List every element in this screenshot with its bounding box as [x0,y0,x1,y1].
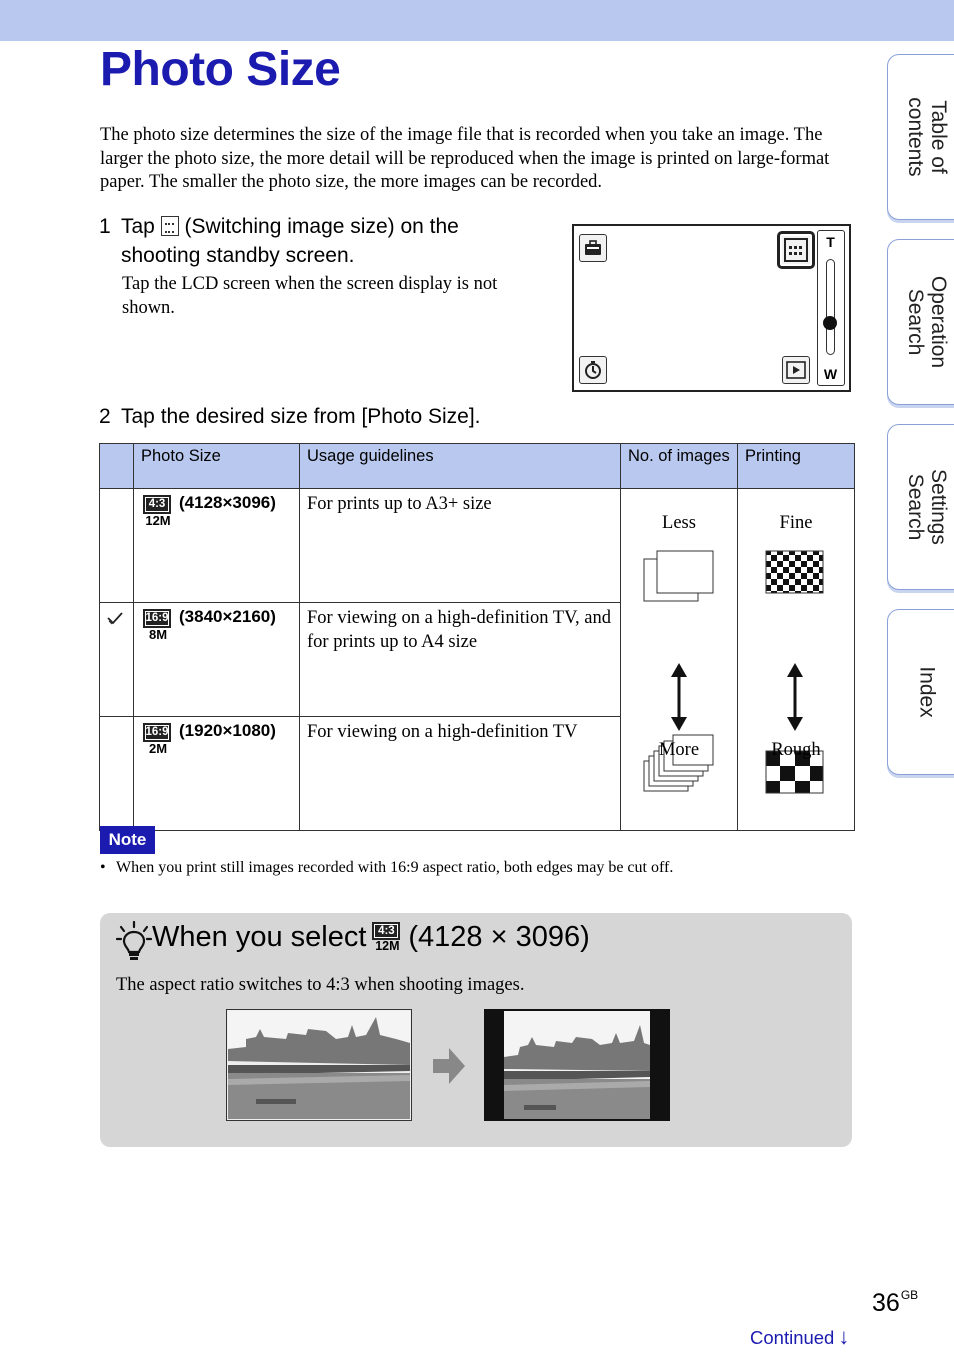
step-2-text: Tap the desired size from [Photo Size]. [121,405,481,428]
tab-label: Index [915,666,939,718]
photo-16-9-example [226,1009,412,1121]
step-1-text: (Switching image size) on the shooting standby screen. [121,215,459,267]
image-size-icon [161,216,179,236]
print-fine-label: Fine [779,513,813,533]
zoom-track [826,259,835,355]
note-bullet: • [100,859,106,876]
printing-column [738,489,855,831]
hint-text: The aspect ratio switches to 4:3 when shooting images. [116,975,525,995]
continued-label: Continued [750,1327,835,1348]
playback-icon[interactable] [782,356,810,384]
header-blank [100,444,134,489]
size-cell [134,489,300,603]
default-mark-cell [100,489,134,603]
default-check-icon [106,611,124,625]
arrow-down-icon: ↓ [838,1324,850,1349]
tab-table-of-contents[interactable] [887,54,954,220]
header-photo-size: Photo Size [134,444,300,489]
lightbulb-hint-icon [116,921,152,961]
print-rough-label: Rough [771,740,821,760]
header-images: No. of images [621,444,738,489]
hint-title [152,919,590,955]
hint-title-suffix: (4128 × 3096) [408,921,590,953]
hint-box [100,913,852,1147]
size-8m-icon [143,609,173,642]
resolution: (3840×2160) [179,607,276,626]
resolution: (4128×3096) [179,493,276,512]
zoom-slider[interactable] [817,230,845,386]
self-timer-icon[interactable] [579,356,607,384]
size-2m-icon [143,723,173,756]
print-quality-icon [765,549,825,799]
size-cell [134,603,300,717]
image-count-icon [643,549,717,799]
tab-index[interactable] [887,609,954,775]
zoom-knob[interactable] [823,316,837,330]
aspect-label: 4:3 [143,495,171,514]
images-column [621,489,738,831]
step-2-number: 2 [99,405,111,428]
intro-paragraph: The photo size determines the size of the image file that is recorded when you take an image. The larger the photo size, the more detail will be reproduced when the image is printed on large-format paper. The smaller the photo size, the more images can be recorded. [100,125,830,192]
step-1-number: 1 [99,215,111,238]
toolbox-icon[interactable] [579,234,607,262]
usage-cell: For viewing on a high-definition TV, and for prints up to A4 size [300,603,621,717]
hint-title-prefix: When you select [152,921,367,953]
page-number-value: 36 [872,1289,900,1317]
megapixel-label: 2M [148,741,168,756]
page-title: Photo Size [100,43,341,96]
switch-image-size-button[interactable] [777,231,815,269]
table-row [100,489,855,603]
camera-screen-illustration [572,224,851,392]
resolution: (1920×1080) [179,721,276,740]
megapixel-label: 8M [148,627,168,642]
note-text [100,857,860,879]
zoom-tele-label: T [826,234,835,250]
default-mark-cell [100,603,134,717]
header-usage: Usage guidelines [300,444,621,489]
default-mark-cell [100,717,134,831]
images-more-label: More [658,740,700,760]
step-1-subtext: Tap the LCD screen when the screen display is not shown. [122,274,498,318]
tab-operation-search[interactable] [887,239,954,405]
images-less-label: Less [662,513,696,533]
step-1-prefix: Tap [121,215,155,238]
tab-label: Table of contents [904,97,950,177]
header-band [0,0,954,41]
aspect-label: 16:9 [143,723,171,742]
megapixel-label: 12M [375,939,400,953]
usage-cell: For prints up to A3+ size [300,489,621,603]
photo-size-table [99,443,855,831]
size-cell [134,717,300,831]
page-number [872,1288,918,1318]
tab-settings-search[interactable] [887,424,954,590]
photo-4-3-example [484,1009,670,1121]
size-12m-icon [143,495,173,528]
tab-label: Settings Search [904,469,950,545]
continued-link[interactable] [750,1324,849,1350]
megapixel-label: 12M [145,513,171,528]
aspect-label: 4:3 [372,922,400,940]
aspect-label: 16:9 [143,609,171,628]
page-number-suffix: GB [900,1288,919,1302]
note-body: When you print still images recorded with 16:9 aspect ratio, both edges may be cut off. [116,859,674,876]
header-printing: Printing [738,444,855,489]
zoom-wide-label: W [823,366,838,382]
table-header-row [100,444,855,489]
size-12m-icon [372,922,402,953]
arrow-right-icon [433,1048,465,1084]
note-tag: Note [100,826,155,854]
usage-cell: For viewing on a high-definition TV [300,717,621,831]
tab-label: Operation Search [904,275,950,369]
